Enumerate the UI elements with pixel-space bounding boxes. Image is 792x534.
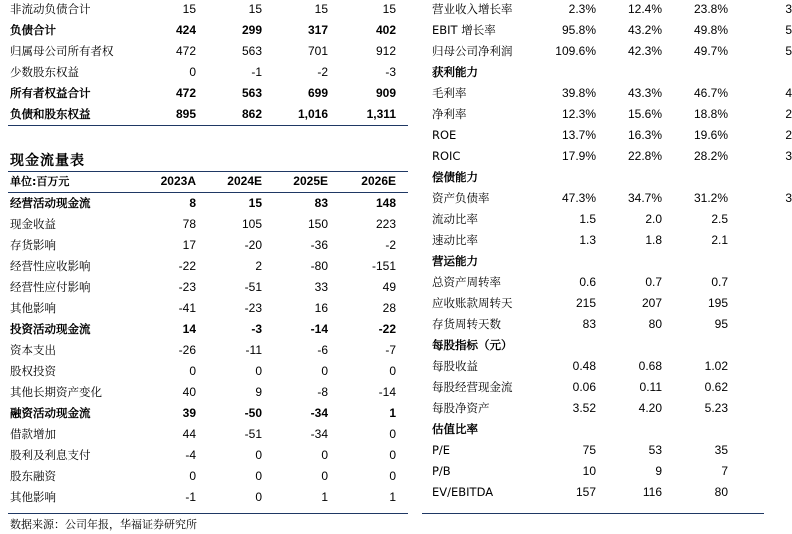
- row-value: -8: [317, 385, 328, 399]
- row-value: 1.8: [645, 233, 662, 247]
- row-value: 35: [714, 443, 728, 457]
- row-label: 净利率: [432, 107, 467, 121]
- row-value: 4.20: [638, 401, 662, 415]
- row-value: -34: [310, 406, 328, 420]
- row-value: -151: [371, 259, 396, 273]
- row-value: 2.1: [711, 233, 728, 247]
- balance-row: [0, 62, 410, 83]
- row-value: -1: [185, 490, 196, 504]
- row-value: -51: [244, 427, 262, 441]
- row-value: 1: [321, 490, 328, 504]
- row-label: 经营性应收影响: [10, 259, 91, 273]
- row-value: 49.7%: [693, 44, 728, 58]
- row-value: -50: [244, 406, 262, 420]
- row-value: -3: [385, 65, 396, 79]
- ratio-row: [422, 125, 792, 146]
- row-value: 148: [375, 196, 396, 210]
- row-value: 9: [655, 464, 662, 478]
- row-value: 15.6%: [627, 107, 662, 121]
- row-value: 4: [785, 86, 792, 100]
- cashflow-top-rule: [8, 171, 408, 172]
- cashflow-row: [0, 445, 410, 466]
- row-value: 2: [785, 107, 792, 121]
- row-value: 207: [641, 296, 662, 310]
- row-value: 895: [175, 107, 196, 121]
- cashflow-title: 现金流量表: [10, 153, 85, 169]
- row-value: -41: [178, 301, 196, 315]
- row-label: ROIC: [432, 149, 461, 163]
- year-header: 2025E: [293, 174, 328, 188]
- row-value: 195: [707, 296, 728, 310]
- row-value: 49: [382, 280, 396, 294]
- row-label: 速动比率: [432, 233, 478, 247]
- row-value: 15: [182, 2, 196, 16]
- row-value: -14: [378, 385, 396, 399]
- row-label: P/E: [432, 443, 451, 457]
- row-label: 应收账款周转天: [432, 296, 513, 310]
- row-label: P/B: [432, 464, 451, 478]
- row-value: 7: [721, 464, 728, 478]
- row-label: 所有者权益合计: [10, 86, 91, 100]
- row-value: 472: [175, 44, 196, 58]
- row-label: 资本支出: [10, 343, 56, 357]
- ratio-row: [422, 188, 792, 209]
- row-value: 0: [255, 490, 262, 504]
- ratio-row: [422, 293, 764, 314]
- row-label: 其他影响: [10, 301, 56, 315]
- row-value: 95.8%: [561, 23, 596, 37]
- row-label: 偿债能力: [432, 170, 478, 184]
- row-value: 424: [175, 23, 196, 37]
- row-value: 3: [785, 149, 792, 163]
- row-value: 53: [648, 443, 662, 457]
- year-header: 2023A: [160, 174, 196, 188]
- ratio-row: [422, 440, 764, 461]
- year-header: 2026E: [361, 174, 396, 188]
- row-value: 0: [255, 469, 262, 483]
- row-value: 0.11: [639, 380, 662, 394]
- row-value: 0: [389, 448, 396, 462]
- row-value: 0: [321, 448, 328, 462]
- ratio-row: [422, 0, 792, 20]
- row-value: 0.62: [704, 380, 728, 394]
- row-value: 3: [785, 191, 792, 205]
- row-value: 34.7%: [627, 191, 662, 205]
- row-value: 1.3: [579, 233, 596, 247]
- row-value: 105: [241, 217, 262, 231]
- row-value: 46.7%: [693, 86, 728, 100]
- row-value: 0.6: [579, 275, 596, 289]
- ratio-row: [422, 272, 764, 293]
- row-value: 22.8%: [627, 149, 662, 163]
- cashflow-row: [0, 235, 410, 256]
- cashflow-row: [0, 214, 410, 235]
- ratio-row: [422, 461, 764, 482]
- balance-row: [0, 0, 410, 20]
- row-value: 317: [307, 23, 328, 37]
- row-value: 43.3%: [627, 86, 662, 100]
- row-value: 8: [189, 196, 196, 210]
- row-value: 15: [314, 2, 328, 16]
- balance-row: [0, 104, 410, 125]
- row-value: -51: [244, 280, 262, 294]
- row-label: 负债和股东权益: [10, 107, 91, 121]
- row-value: 2.0: [645, 212, 662, 226]
- ratio-row: [422, 104, 792, 125]
- row-value: -36: [310, 238, 328, 252]
- row-value: 0: [321, 364, 328, 378]
- row-label: 现金收益: [10, 217, 56, 231]
- row-value: 0: [189, 364, 196, 378]
- row-value: 83: [582, 317, 596, 331]
- row-value: 9: [255, 385, 262, 399]
- row-value: 83: [314, 196, 328, 210]
- cashflow-row: [0, 256, 410, 277]
- cashflow-row: [0, 424, 410, 445]
- row-label: 经营性应付影响: [10, 280, 91, 294]
- row-value: -22: [178, 259, 196, 273]
- row-value: 1: [389, 406, 396, 420]
- row-value: 2.5: [711, 212, 728, 226]
- row-value: -1: [251, 65, 262, 79]
- row-value: 2.3%: [568, 2, 596, 16]
- row-value: 15: [248, 2, 262, 16]
- row-value: 13.7%: [561, 128, 596, 142]
- row-value: 18.8%: [693, 107, 728, 121]
- row-value: 12.4%: [627, 2, 662, 16]
- row-value: 1.02: [704, 359, 728, 373]
- row-value: 563: [241, 44, 262, 58]
- cashflow-row: [0, 277, 410, 298]
- row-value: -20: [244, 238, 262, 252]
- row-label: 少数股东权益: [10, 65, 79, 79]
- row-value: -6: [317, 343, 328, 357]
- row-value: -7: [385, 343, 396, 357]
- row-value: 15: [382, 2, 396, 16]
- unit-label: 单位:百万元: [10, 175, 70, 188]
- row-value: 44: [182, 427, 196, 441]
- cashflow-row: [0, 466, 410, 487]
- row-value: 0: [321, 469, 328, 483]
- ratio-section-header: [422, 419, 764, 440]
- row-label: 每股指标（元）: [432, 338, 513, 352]
- row-value: 42.3%: [627, 44, 662, 58]
- row-value: 0.06: [572, 380, 596, 394]
- cashflow-row: [0, 487, 410, 508]
- row-value: 699: [307, 86, 328, 100]
- balance-row: [0, 41, 410, 62]
- row-value: 5: [785, 23, 792, 37]
- row-value: 28: [382, 301, 396, 315]
- ratio-row: [422, 356, 764, 377]
- row-value: 1,311: [366, 107, 396, 121]
- cashflow-header-row: [0, 171, 410, 192]
- row-value: 0: [255, 364, 262, 378]
- row-label: 借款增加: [10, 427, 56, 441]
- year-header: 2024E: [227, 174, 262, 188]
- row-value: 701: [307, 44, 328, 58]
- row-label: 获利能力: [432, 65, 478, 79]
- row-label: 流动比率: [432, 212, 478, 226]
- row-value: 80: [714, 485, 728, 499]
- row-value: 40: [182, 385, 196, 399]
- ratio-section-header: [422, 251, 764, 272]
- row-label: 存货影响: [10, 238, 56, 252]
- ratio-section-header: [422, 335, 764, 356]
- row-value: -4: [185, 448, 196, 462]
- row-value: -14: [310, 322, 328, 336]
- row-value: 1.5: [579, 212, 596, 226]
- row-value: -34: [310, 427, 328, 441]
- row-label: 其他影响: [10, 490, 56, 504]
- row-value: 43.2%: [627, 23, 662, 37]
- row-value: 31.2%: [693, 191, 728, 205]
- row-value: 3.52: [572, 401, 596, 415]
- right-bottom-rule: [422, 513, 764, 514]
- right-panel: [422, 0, 792, 534]
- row-value: 0.48: [572, 359, 596, 373]
- row-value: 16.3%: [627, 128, 662, 142]
- balance-row: [0, 20, 410, 41]
- ratio-row: [422, 398, 764, 419]
- row-label: EV/EBITDA: [432, 485, 494, 499]
- row-value: 16: [314, 301, 328, 315]
- row-value: 299: [241, 23, 262, 37]
- row-value: 17: [182, 238, 196, 252]
- cashflow-row: [0, 298, 410, 319]
- data-source-note: 数据来源：公司年报，华福证券研究所: [10, 518, 197, 531]
- row-value: 109.6%: [555, 44, 596, 58]
- row-value: 12.3%: [561, 107, 596, 121]
- row-value: 0: [389, 364, 396, 378]
- ratio-row: [422, 41, 792, 62]
- row-value: 116: [642, 485, 662, 499]
- cashflow-row: [0, 403, 410, 424]
- row-value: -23: [178, 280, 196, 294]
- row-label: 经营活动现金流: [10, 196, 91, 210]
- row-value: -80: [310, 259, 328, 273]
- row-value: 223: [375, 217, 396, 231]
- row-value: 75: [582, 443, 596, 457]
- row-value: -26: [178, 343, 196, 357]
- row-value: 2: [255, 259, 262, 273]
- row-label: 其他长期资产变化: [10, 385, 102, 399]
- cashflow-row: [0, 319, 410, 340]
- row-value: 0: [389, 427, 396, 441]
- row-value: 23.8%: [693, 2, 728, 16]
- row-value: 78: [182, 217, 196, 231]
- row-value: 0.68: [638, 359, 662, 373]
- ratio-row: [422, 377, 764, 398]
- row-label: 股东融资: [10, 469, 56, 483]
- row-value: 157: [575, 485, 596, 499]
- ratio-row: [422, 482, 764, 503]
- row-value: 1: [389, 490, 396, 504]
- row-label: 融资活动现金流: [10, 406, 91, 420]
- row-value: -11: [245, 343, 262, 357]
- row-value: 39: [182, 406, 196, 420]
- row-value: 47.3%: [561, 191, 596, 205]
- row-label: 非流动负债合计: [10, 2, 91, 16]
- ratio-row: [422, 83, 792, 104]
- row-label: 每股收益: [432, 359, 478, 373]
- row-value: 19.6%: [693, 128, 728, 142]
- ratio-row: [422, 209, 764, 230]
- row-value: 472: [175, 86, 196, 100]
- row-label: ROE: [432, 128, 457, 142]
- row-value: 80: [648, 317, 662, 331]
- row-value: 215: [575, 296, 596, 310]
- row-label: 负债合计: [10, 23, 56, 37]
- row-label: 股利及利息支付: [10, 448, 91, 462]
- row-label: 资产负债率: [432, 191, 490, 205]
- row-value: -22: [378, 322, 396, 336]
- row-value: 0.7: [645, 275, 662, 289]
- cashflow-row: [0, 382, 410, 403]
- row-value: -2: [385, 238, 396, 252]
- cashflow-header-rule: [8, 192, 408, 193]
- ratio-row: [422, 20, 792, 41]
- row-value: 14: [182, 322, 196, 336]
- row-value: 150: [307, 217, 328, 231]
- row-value: 17.9%: [561, 149, 596, 163]
- row-value: 15: [248, 196, 262, 210]
- row-label: 存货周转天数: [432, 317, 501, 331]
- ratio-row: [422, 314, 764, 335]
- row-value: 33: [314, 280, 328, 294]
- row-value: 912: [375, 44, 396, 58]
- row-value: 0: [189, 65, 196, 79]
- row-value: -2: [317, 65, 328, 79]
- row-label: 毛利率: [432, 86, 467, 100]
- row-label: 总资产周转率: [432, 275, 501, 289]
- row-value: 402: [375, 23, 396, 37]
- row-value: 49.8%: [693, 23, 728, 37]
- row-label: EBIT 增长率: [432, 23, 496, 37]
- ratio-section-header: [422, 167, 764, 188]
- balance-row: [0, 83, 410, 104]
- row-value: 563: [241, 86, 262, 100]
- cashflow-row: [0, 340, 410, 361]
- row-value: 95: [714, 317, 728, 331]
- ratio-row: [422, 230, 764, 251]
- row-label: 归母公司净利润: [432, 44, 513, 58]
- row-value: -3: [251, 322, 262, 336]
- row-value: 2: [785, 128, 792, 142]
- row-value: 1,016: [297, 107, 328, 121]
- row-value: 10: [582, 464, 596, 478]
- balance-bottom-rule: [8, 125, 408, 126]
- row-label: 营业收入增长率: [432, 2, 513, 16]
- row-label: 估值比率: [432, 422, 478, 436]
- ratio-row: [422, 146, 792, 167]
- row-value: 0: [255, 448, 262, 462]
- row-value: 28.2%: [693, 149, 728, 163]
- ratio-section-header: [422, 62, 764, 83]
- row-value: 5.23: [704, 401, 728, 415]
- row-label: 营运能力: [432, 254, 478, 268]
- row-label: 投资活动现金流: [10, 322, 91, 336]
- cashflow-row: [0, 361, 410, 382]
- row-value: -23: [244, 301, 262, 315]
- row-value: 0: [389, 469, 396, 483]
- row-label: 每股净资产: [432, 401, 490, 415]
- row-label: 股权投资: [10, 364, 56, 378]
- row-value: 3: [785, 2, 792, 16]
- row-value: 0: [189, 469, 196, 483]
- left-bottom-rule: [8, 513, 408, 514]
- row-value: 862: [241, 107, 262, 121]
- row-value: 39.8%: [561, 86, 596, 100]
- row-value: 909: [375, 86, 396, 100]
- row-label: 归属母公司所有者权: [10, 44, 114, 58]
- row-value: 0.7: [711, 275, 728, 289]
- row-label: 每股经营现金流: [432, 380, 513, 394]
- row-value: 5: [785, 44, 792, 58]
- cashflow-row: [0, 193, 410, 214]
